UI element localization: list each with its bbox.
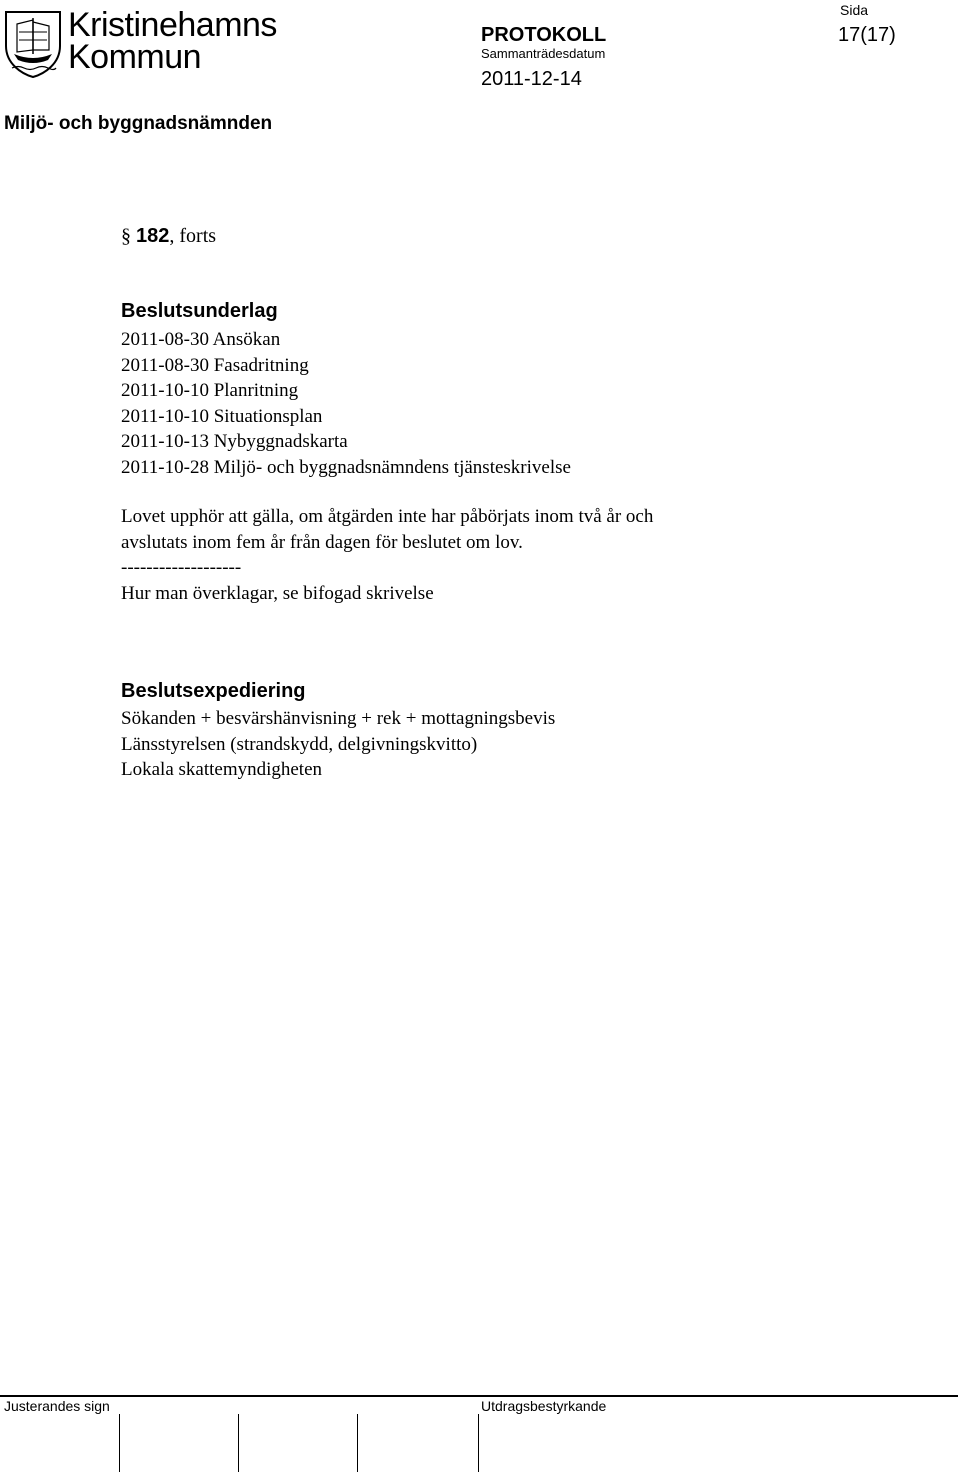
notice-line: Lovet upphör att gälla, om åtgärden inte har påbörjats inom två år och <box>121 506 654 527</box>
beslutsexpediering-list <box>121 706 555 783</box>
paragraph-reference <box>121 225 216 248</box>
list-item: 2011-10-28 Miljö- och byggnadsnämndens tjänsteskrivelse <box>121 456 571 478</box>
list-item: 2011-08-30 Ansökan <box>121 329 281 350</box>
beslutsunderlag-heading: Beslutsunderlag <box>121 300 278 322</box>
signature-box-divider <box>238 1414 239 1472</box>
committee-name: Miljö- och byggnadsnämnden <box>4 113 273 134</box>
document-type: PROTOKOLL <box>481 24 607 46</box>
signature-box-divider <box>119 1414 120 1472</box>
list-item: 2011-10-10 Planritning <box>121 380 299 401</box>
permit-validity-notice <box>121 504 653 606</box>
wordmark-line-2: Kommun <box>68 38 202 76</box>
justerandes-sign-label: Justerandes sign <box>4 1398 110 1414</box>
page-label: Sida <box>840 2 869 18</box>
signature-box-divider <box>357 1414 358 1472</box>
list-item: 2011-10-10 Situationsplan <box>121 405 323 427</box>
signature-box-divider <box>478 1414 479 1472</box>
notice-line: avslutats inom fem år från dagen för beslutet om lov. <box>121 531 523 553</box>
footer-divider <box>0 1395 958 1397</box>
beslutsexpediering-heading: Beslutsexpediering <box>121 680 306 702</box>
meeting-date-label: Sammanträdesdatum <box>481 46 606 61</box>
beslutsunderlag-list <box>121 327 571 480</box>
meeting-date: 2011-12-14 <box>481 68 582 90</box>
municipal-shield-logo <box>4 10 62 78</box>
list-item: Länsstyrelsen (strandskydd, delgivningskvitto) <box>121 733 478 755</box>
list-item: Lokala skattemyndigheten <box>121 759 323 780</box>
section-symbol: § <box>121 225 131 247</box>
list-item: 2011-08-30 Fasadritning <box>121 354 309 376</box>
list-item: Sökanden + besvärshänvisning + rek + mottagningsbevis <box>121 708 556 729</box>
paragraph-number: 182 <box>136 225 170 247</box>
notice-separator: ------------------- <box>121 557 242 578</box>
municipality-wordmark <box>68 6 277 76</box>
list-item: 2011-10-13 Nybyggnadskarta <box>121 431 348 452</box>
wordmark-line-1: Kristinehamns <box>68 6 277 44</box>
paragraph-suffix: , forts <box>169 225 217 247</box>
page-number: 17(17) <box>838 24 896 46</box>
appeal-instruction: Hur man överklagar, se bifogad skrivelse <box>121 582 434 604</box>
utdragsbestyrkande-label: Utdragsbestyrkande <box>481 1398 607 1414</box>
